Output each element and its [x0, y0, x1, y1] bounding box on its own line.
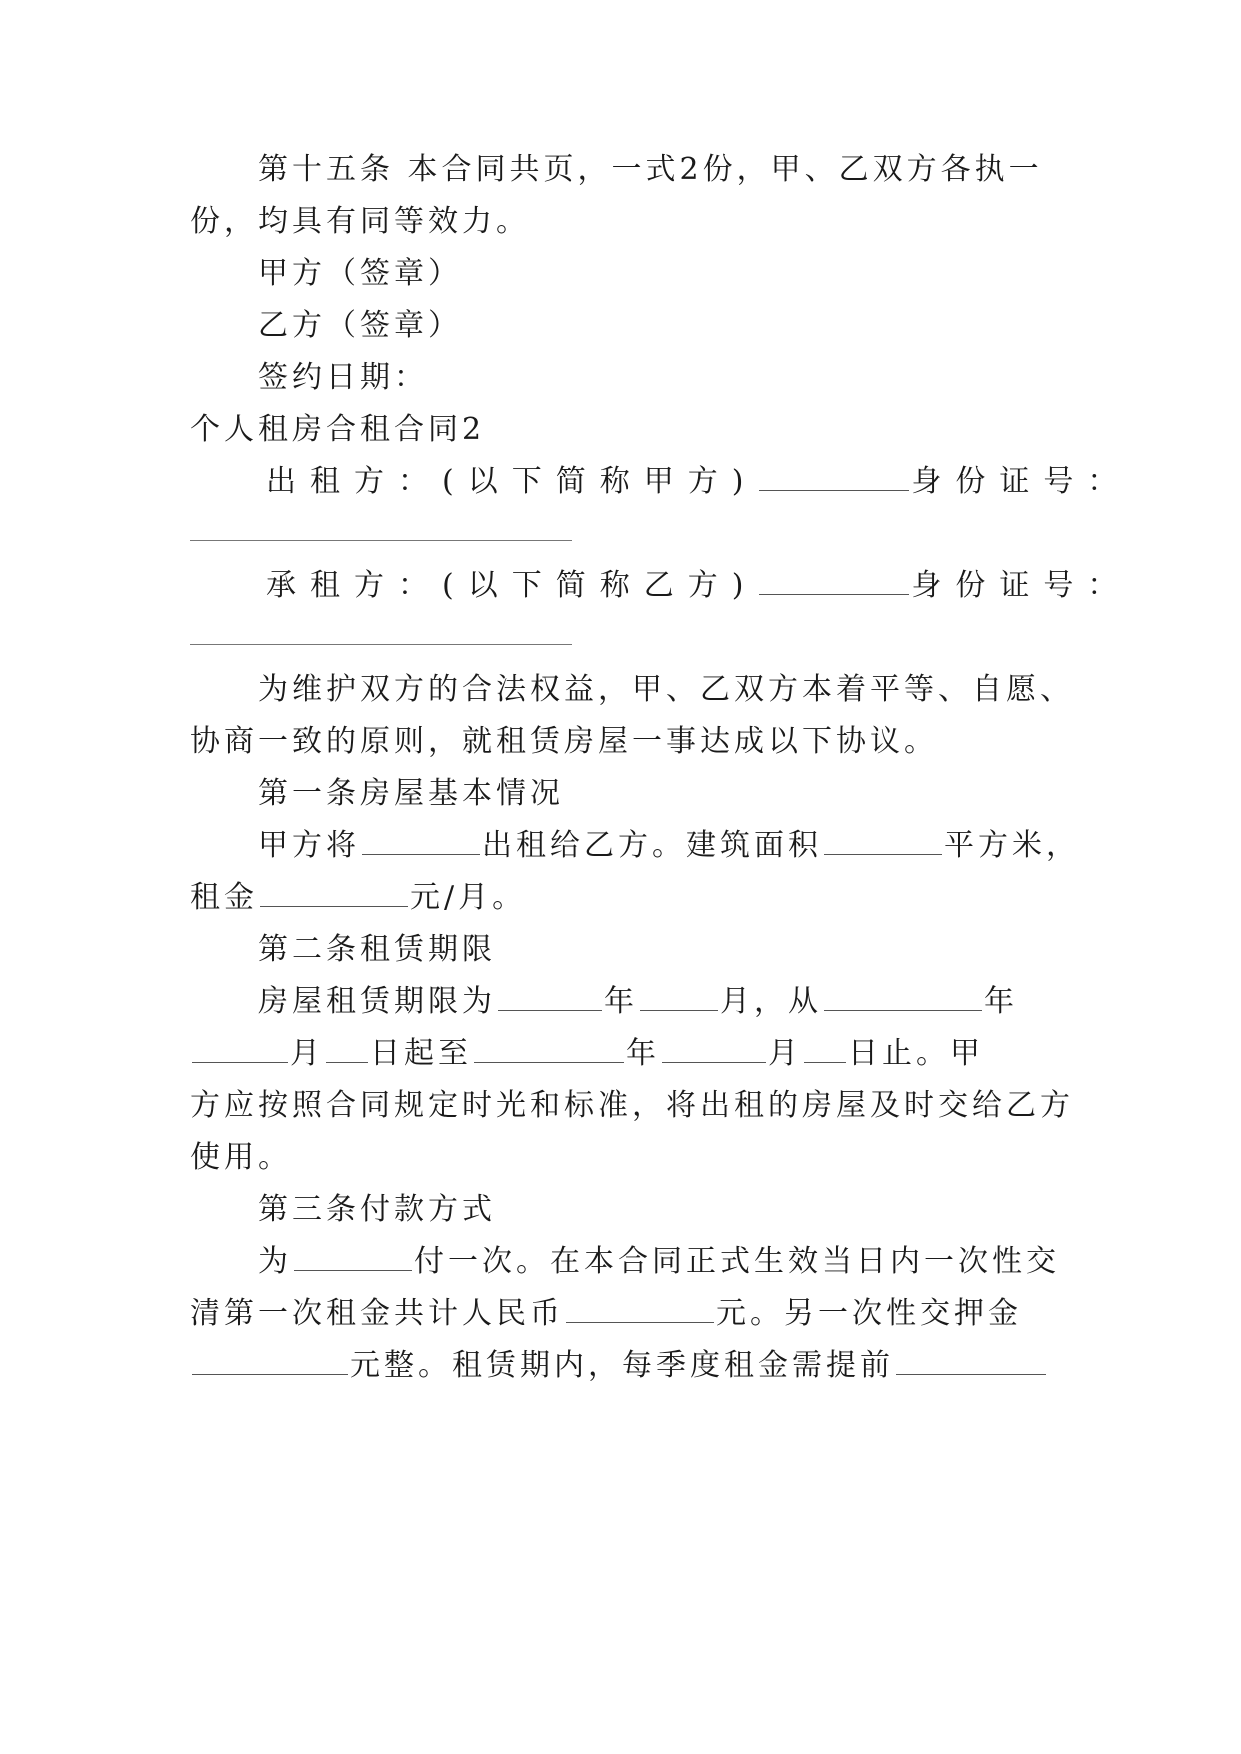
lessor-id-label: 身份证号： — [911, 464, 1132, 499]
text-segment: 租金 — [190, 880, 258, 915]
text-segment: 月，从 — [720, 984, 822, 1019]
lessor-name-blank — [759, 464, 909, 491]
text-segment: 月 — [290, 1036, 324, 1071]
article-3-line-1 — [258, 1242, 1060, 1282]
text-segment: 元整。租赁期内，每季度租金需提前 — [350, 1348, 894, 1383]
text-segment: 年 — [984, 984, 1018, 1019]
end-month-blank — [662, 1036, 766, 1063]
lessee-label: 承租方：(以下简称乙方) — [266, 568, 758, 603]
text-segment: 平方米， — [944, 828, 1080, 863]
article-1-line-2 — [190, 878, 526, 918]
term-years-blank — [498, 984, 602, 1011]
text-segment: 元/月。 — [410, 880, 527, 915]
term-months-blank — [640, 984, 718, 1011]
area-blank — [824, 828, 942, 855]
property-blank — [362, 828, 480, 855]
text-segment: 月 — [768, 1036, 802, 1071]
text-segment: 付一次。在本合同正式生效当日内一次性交 — [414, 1244, 1060, 1279]
article-3-heading: 第三条付款方式 — [258, 1192, 496, 1227]
text-segment: 日起至 — [370, 1036, 472, 1071]
advance-days-blank — [896, 1348, 1046, 1375]
lessee-id-blank — [190, 644, 572, 645]
article-1-heading: 第一条房屋基本情况 — [258, 776, 564, 811]
text-segment: 元。另一次性交押金 — [716, 1296, 1022, 1331]
text-segment: 日止。甲 — [848, 1036, 984, 1071]
lessee-line — [266, 566, 1131, 606]
article-2-line-3: 方应按照合同规定时光和标准，将出租的房屋及时交给乙方 — [190, 1088, 1074, 1123]
first-rent-blank — [566, 1296, 714, 1323]
start-month-blank — [192, 1036, 288, 1063]
clause-15-line-2: 份，均具有同等效力。 — [190, 204, 530, 239]
article-2-line-4: 使用。 — [190, 1140, 292, 1175]
start-year-blank — [824, 984, 982, 1011]
text-segment: 出租给乙方。建筑面积 — [482, 828, 822, 863]
rent-blank — [260, 880, 408, 907]
party-b-signature: 乙方（签章） — [258, 308, 462, 343]
article-1-line-1 — [258, 826, 1080, 866]
text-segment: 清第一次租金共计人民币 — [190, 1296, 564, 1331]
article-3-line-2 — [190, 1294, 1022, 1334]
party-a-signature: 甲方（签章） — [258, 256, 462, 291]
lessor-id-blank — [190, 540, 572, 541]
text-segment: 年 — [626, 1036, 660, 1071]
deposit-blank — [192, 1348, 348, 1375]
lessor-line — [266, 462, 1131, 502]
preamble-line-1: 为维护双方的合法权益，甲、乙双方本着平等、自愿、 — [258, 672, 1074, 707]
preamble-line-2: 协商一致的原则，就租赁房屋一事达成以下协议。 — [190, 724, 938, 759]
article-2-line-2 — [190, 1034, 984, 1074]
text-segment: 房屋租赁期限为 — [258, 984, 496, 1019]
lessee-name-blank — [759, 568, 909, 595]
article-3-line-3 — [190, 1346, 1048, 1386]
contract-title: 个人租房合租合同2 — [190, 412, 486, 447]
end-year-blank — [474, 1036, 624, 1063]
lessor-label: 出租方：(以下简称甲方) — [266, 464, 758, 499]
text-segment: 年 — [604, 984, 638, 1019]
lessee-id-label: 身份证号： — [911, 568, 1132, 603]
start-day-blank — [326, 1036, 368, 1063]
text-segment: 为 — [258, 1244, 292, 1279]
text-segment: 甲方将 — [258, 828, 360, 863]
payment-interval-blank — [294, 1244, 412, 1271]
article-2-heading: 第二条租赁期限 — [258, 932, 496, 967]
signing-date: 签约日期： — [258, 360, 428, 395]
end-day-blank — [804, 1036, 846, 1063]
article-2-line-1 — [258, 982, 1018, 1022]
clause-15-line-1: 第十五条 本合同共页，一式2份，甲、乙双方各执一 — [258, 152, 1043, 187]
